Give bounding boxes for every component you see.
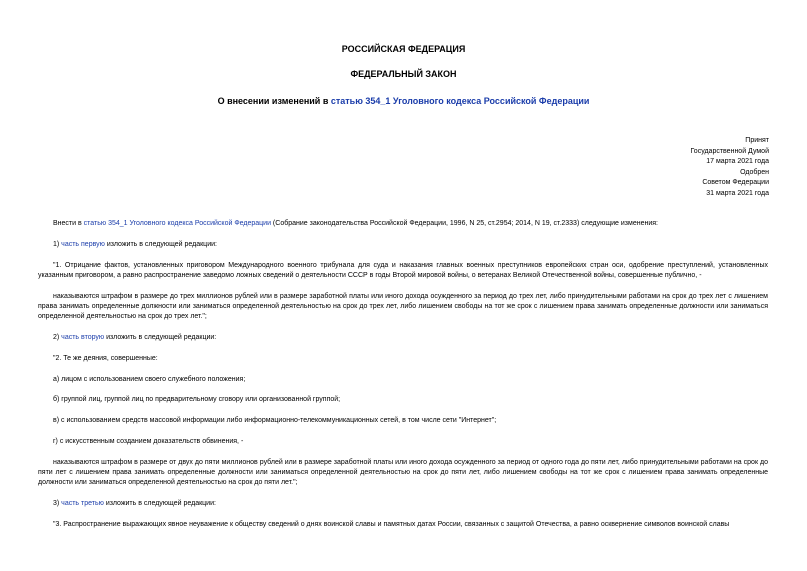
part-1-text: "1. Отрицание фактов, установленных приговором Международного военного трибунала для суда и наказания главных военных преступников европейских стран оси, одобрение преступлений, установленных указанным приговором, а равно распространение заведомо ложных сведений о деятельности СССР в годы Второй мировой войны, о ветеранах Великой Отечественной войны, совершенные публично, -: [38, 262, 768, 279]
item-2-prefix: 2): [53, 334, 62, 341]
part-2-item-a: а) лицом с использованием своего служебного положения;: [53, 376, 246, 383]
adoption-line-accepted: Принят: [745, 137, 769, 144]
part-3-text: "3. Распространение выражающих явное неуважение к обществу сведений о днях воинской славы и памятных датах России, связанных с защитой Отечества, а равно осквернение символов воинской славы: [53, 521, 730, 528]
item-2-link[interactable]: часть вторую: [61, 334, 105, 341]
item-1-paragraph: [38, 240, 768, 250]
adoption-line-duma: Государственной Думой: [690, 147, 769, 155]
law-title-link[interactable]: статью 354_1 Уголовного кодекса Российской Федерации: [330, 96, 590, 106]
intro-suffix: (Собрание законодательства Российской Федерации, 1996, N 25, ст.2954; 2014, N 19, ст.2333) следующие изменения:: [270, 220, 658, 227]
part-2-item-c: в) с использованием средств массовой информации либо информационно-телекоммуникационных сетей, в том числе сети "Интернет";: [53, 417, 497, 424]
item-3-prefix: 3): [53, 500, 62, 507]
part-2-item-d: г) с искусственным созданием доказательств обвинения, -: [53, 438, 244, 445]
item-3-link[interactable]: часть третью: [61, 500, 104, 507]
item-1-link[interactable]: часть первую: [61, 241, 105, 248]
item-2-suffix: изложить в следующей редакции:: [104, 334, 217, 341]
item-3-paragraph: [38, 499, 768, 509]
adoption-line-duma-date: 17 марта 2021 года: [706, 158, 769, 165]
intro-prefix: Внести в: [53, 220, 84, 227]
country-heading: РОССИЙСКАЯ ФЕДЕРАЦИЯ: [341, 44, 466, 54]
adoption-block: [690, 136, 769, 199]
part-2-item-b: б) группой лиц, группой лиц по предварительному сговору или организованной группой;: [53, 396, 341, 403]
doc-type-heading: ФЕДЕРАЛЬНЫЙ ЗАКОН: [350, 69, 457, 79]
part-1-penalty: наказываются штрафом в размере до трех миллионов рублей или в размере заработной платы или иного дохода осужденного за период до трех лет, либо принудительными работами на срок до трех лет с лишением права занимать определенные должности или заниматься определенной деятельностью на срок до трех лет, либо лишением свободы на тот же срок с лишением права занимать определенные должности или заниматься определенной деятельностью на срок до трех лет.";: [38, 293, 768, 320]
intro-paragraph: [38, 219, 768, 229]
item-2-paragraph: [38, 333, 768, 343]
item-1-prefix: 1): [53, 241, 62, 248]
item-1-suffix: изложить в следующей редакции:: [104, 241, 217, 248]
adoption-line-council-date: 31 марта 2021 года: [706, 189, 769, 197]
intro-link[interactable]: статью 354_1 Уголовного кодекса Российской Федерации: [83, 220, 271, 227]
part-2-penalty: наказываются штрафом в размере от двух до пяти миллионов рублей или в размере заработной платы или иного дохода осужденного за период от одного года до пяти лет, либо принудительными работами на срок до пяти лет с лишением права занимать определенные должности или заниматься определенной деятельностью на срок до пяти лет, либо лишением свободы на тот же срок с лишением права занимать определенные должности или заниматься определенной деятельностью на срок до пяти лет.";: [38, 459, 768, 486]
adoption-line-council: Советом Федерации: [702, 179, 769, 186]
part-2-text: "2. Те же деяния, совершенные:: [53, 355, 158, 362]
item-3-suffix: изложить в следующей редакции:: [103, 500, 216, 507]
adoption-line-approved: Одобрен: [740, 168, 769, 176]
law-title: [0, 96, 807, 107]
law-title-prefix: О внесении изменений в: [217, 96, 331, 106]
